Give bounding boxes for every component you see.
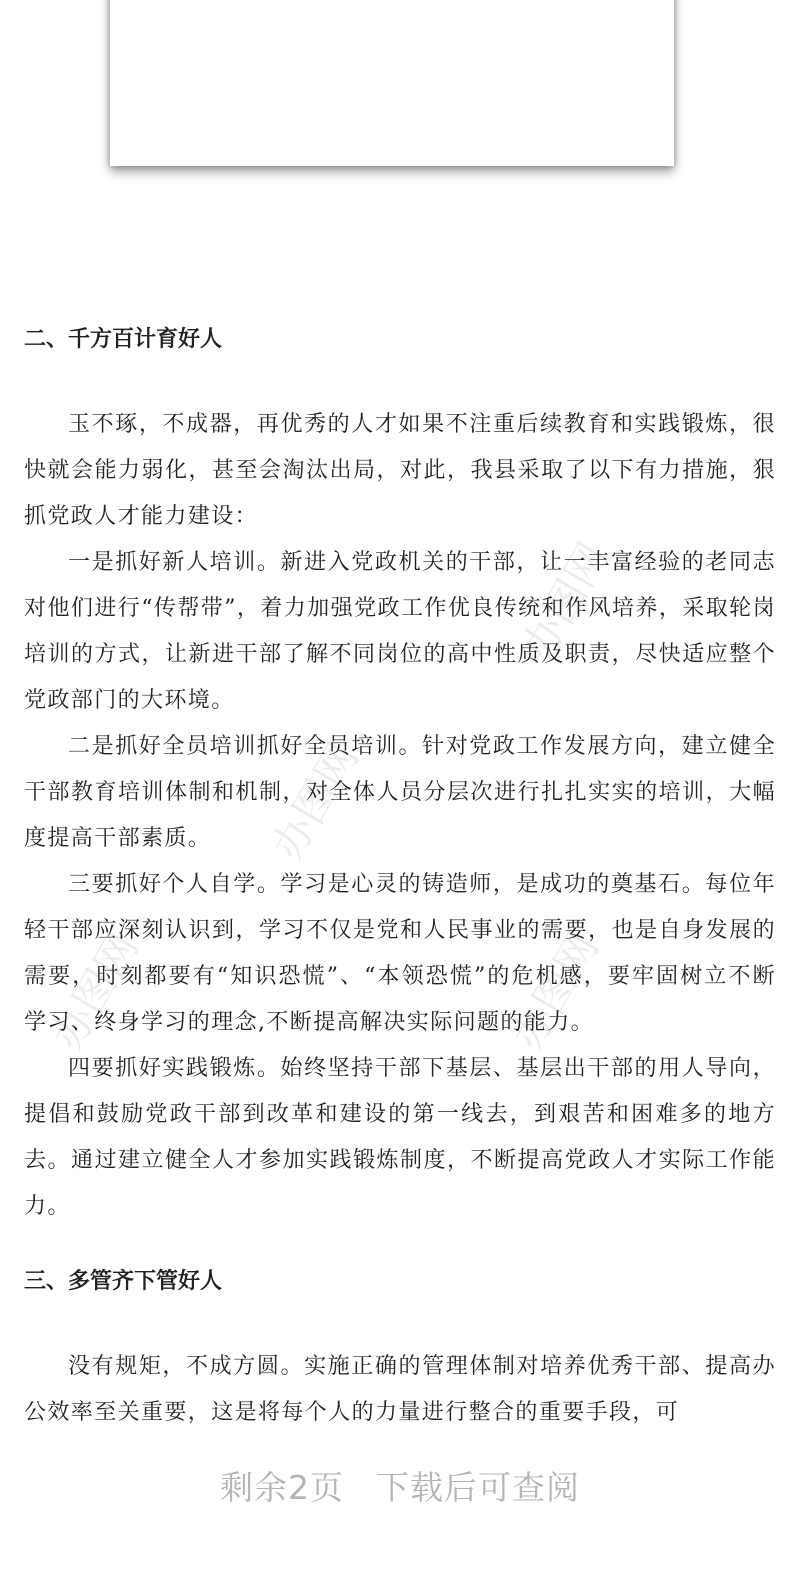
watermark: 办图网 bbox=[42, 924, 148, 1059]
paragraph: 二是抓好全员培训抓好全员培训。针对党政工作发展方向，建立健全干部教育培训体制和机制，对全体人员分层次进行扎扎实实的培训，大幅度提高干部素质。 bbox=[24, 734, 776, 851]
watermark: 办图网 bbox=[512, 534, 618, 669]
paragraph: 一是抓好新人培训。新进入党政机关的干部，让一丰富经验的老同志对他们进行“传帮带”，着力加强党政工作优良传统和作风培养，采取轮岗培训的方式，让新进干部了解不同岗位的高中性质及职责，尽快适应整个党政部门的大环境。 bbox=[24, 550, 776, 713]
paragraph: 三要抓好个人自学。学习是心灵的铸造师，是成功的奠基石。每位年轻干部应深刻认识到，学习不仅是党和人民事业的需要，也是自身发展的需要，时刻都要有“知识恐慌”、“本领恐慌”的危机感，要牢固树立不断学习、终身学习的理念,不断提高解决实际问题的能力。 bbox=[24, 872, 776, 1035]
remaining-pages-label: 剩余2页 bbox=[220, 1468, 344, 1507]
download-hint-label: 下载后可查阅 bbox=[376, 1468, 580, 1507]
paragraph: 四要抓好实践锻炼。始终坚持干部下基层、基层出干部的用人导向，提倡和鼓励党政干部到改革和建设的第一线去，到艰苦和困难多的地方去。通过建立健全人才参加实践锻炼制度，不断提高党政人才实际工作能力。 bbox=[24, 1056, 776, 1219]
section-heading: 三、多管齐下管好人 bbox=[24, 1269, 223, 1294]
document-body bbox=[24, 318, 776, 1436]
paragraph: 没有规矩，不成方圆。实施正确的管理体制对培养优秀干部、提高办公效率至关重要，这是将每个人的力量进行整合的重要手段，可 bbox=[24, 1354, 776, 1425]
previous-page-card bbox=[110, 0, 674, 166]
section-heading: 二、千方百计育好人 bbox=[24, 327, 223, 352]
download-prompt[interactable] bbox=[0, 1462, 800, 1509]
watermark: 办图网 bbox=[502, 924, 608, 1059]
paragraph: 玉不琢，不成器，再优秀的人才如果不注重后续教育和实践锻炼，很快就会能力弱化，甚至会淘汰出局，对此，我县采取了以下有力措施，狠抓党政人才能力建设： bbox=[24, 412, 776, 529]
watermark: 办图网 bbox=[262, 734, 368, 869]
